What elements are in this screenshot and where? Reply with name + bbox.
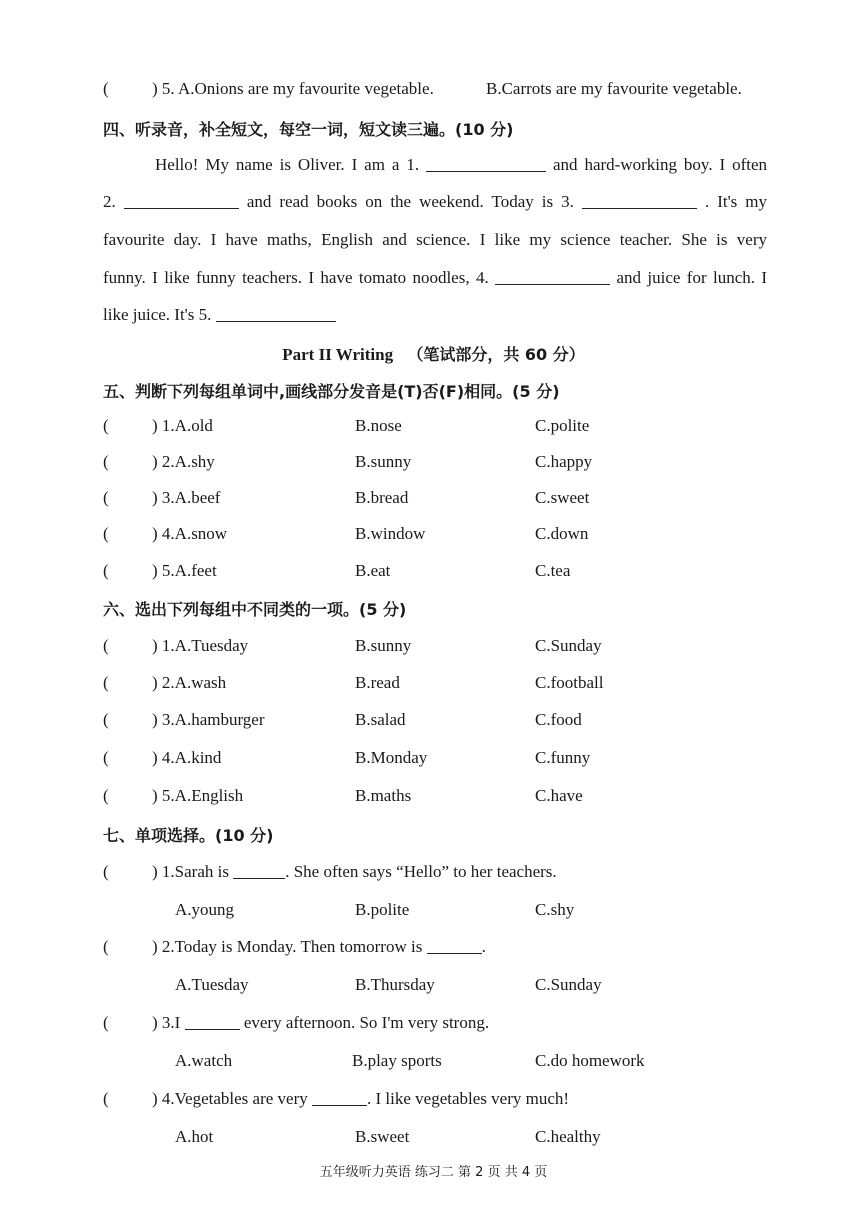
- option-b[interactable]: B.Thursday: [355, 975, 435, 994]
- pronunciation-item: [0, 488, 867, 514]
- option-c[interactable]: C.do homework: [535, 1051, 645, 1070]
- part2-title: Part II Writing: [282, 345, 394, 364]
- passage-text: like juice. It's 5.: [103, 305, 212, 324]
- option-a: ) 4.A.snow: [152, 524, 228, 543]
- question-blank[interactable]: [185, 1013, 240, 1030]
- answer-paren[interactable]: (: [103, 1089, 109, 1108]
- pronunciation-item: [0, 561, 867, 587]
- blank-2[interactable]: [124, 192, 239, 209]
- pronunciation-item: [0, 452, 867, 478]
- option-a[interactable]: A.hot: [175, 1127, 214, 1146]
- question-stem: [152, 862, 557, 882]
- section7-title: 七、单项选择。(10 分): [103, 826, 274, 845]
- option-a: ) 5. A.Onions are my favourite vegetable.: [152, 79, 434, 98]
- option-c: C.food: [535, 710, 582, 729]
- part2-subtitle: （笔试部分，共 60 分）: [407, 345, 585, 364]
- answer-paren[interactable]: (: [103, 636, 109, 655]
- option-c: C.happy: [535, 452, 593, 471]
- option-b: B.sunny: [355, 452, 412, 471]
- passage-line-2: [103, 192, 767, 212]
- option-c: C.tea: [535, 561, 571, 580]
- odd-one-out-item: [0, 786, 867, 812]
- option-a: ) 2.A.shy: [152, 452, 215, 471]
- option-b: B.bread: [355, 488, 409, 507]
- answer-paren[interactable]: (: [103, 1013, 109, 1032]
- passage-text: and read books on the weekend. Today is 3.: [246, 192, 574, 211]
- answer-paren[interactable]: (: [103, 79, 109, 98]
- passage-line-4: [103, 268, 767, 288]
- option-c[interactable]: C.Sunday: [535, 975, 602, 994]
- passage-text: and hard-working boy. I often: [552, 155, 768, 174]
- option-b: B.eat: [355, 561, 391, 580]
- option-b[interactable]: B.play sports: [352, 1051, 442, 1070]
- answer-paren[interactable]: (: [103, 673, 109, 692]
- mc-options: [0, 1127, 867, 1153]
- listening-item-5: [0, 79, 867, 105]
- stem-text: ) 1.Sarah is: [152, 862, 229, 881]
- answer-paren[interactable]: (: [103, 416, 109, 435]
- option-b: B.Monday: [355, 748, 428, 767]
- mc-question: [0, 862, 867, 888]
- option-a: ) 5.A.feet: [152, 561, 217, 580]
- answer-paren[interactable]: (: [103, 452, 109, 471]
- option-c: C.Sunday: [535, 636, 602, 655]
- option-b[interactable]: B.polite: [355, 900, 410, 919]
- option-c: C.have: [535, 786, 583, 805]
- answer-paren[interactable]: (: [103, 937, 109, 956]
- blank-1[interactable]: [426, 155, 546, 172]
- option-a: ) 1.A.old: [152, 416, 213, 435]
- option-b: B.read: [355, 673, 400, 692]
- answer-paren[interactable]: (: [103, 710, 109, 729]
- passage-text: Hello! My name is Oliver. I am a 1.: [155, 155, 420, 174]
- stem-text: . She often says “Hello” to her teachers.: [285, 862, 557, 881]
- passage-text: funny. I like funny teachers. I have tomato noodles, 4.: [103, 268, 489, 287]
- answer-paren[interactable]: (: [103, 561, 109, 580]
- option-b: B.sunny: [355, 636, 412, 655]
- option-b: B.maths: [355, 786, 412, 805]
- section6-title: 六、选出下列每组中不同类的一项。(5 分): [103, 600, 407, 619]
- option-c: C.polite: [535, 416, 590, 435]
- stem-text: every afternoon. So I'm very strong.: [243, 1013, 490, 1032]
- stem-text: ) 4.Vegetables are very: [152, 1089, 308, 1108]
- section4-title: 四、听录音，补全短文，每空一词，短文读三遍。(10 分): [103, 120, 514, 139]
- option-a[interactable]: A.watch: [175, 1051, 233, 1070]
- option-b[interactable]: B.sweet: [355, 1127, 410, 1146]
- option-b: B.window: [355, 524, 426, 543]
- passage-line-5: [103, 305, 767, 325]
- option-b: B.Carrots are my favourite vegetable.: [486, 79, 742, 98]
- odd-one-out-item: [0, 748, 867, 774]
- passage-text: and juice for lunch. I: [616, 268, 768, 287]
- option-a: ) 3.A.beef: [152, 488, 221, 507]
- option-c[interactable]: C.shy: [535, 900, 575, 919]
- mc-options: [0, 1051, 867, 1077]
- mc-options: [0, 900, 867, 926]
- passage-text: 2.: [103, 192, 116, 211]
- stem-text: .: [481, 937, 486, 956]
- passage-text: . It's my: [704, 192, 768, 211]
- option-c: C.down: [535, 524, 589, 543]
- passage-line-3: favourite day. I have maths, English and science. I like my science teacher. She is very: [103, 230, 767, 249]
- option-a[interactable]: A.young: [175, 900, 235, 919]
- option-b: B.nose: [355, 416, 402, 435]
- mc-options: [0, 975, 867, 1001]
- question-stem: [152, 1013, 489, 1033]
- stem-text: ) 3.I: [152, 1013, 181, 1032]
- option-a[interactable]: A.Tuesday: [175, 975, 249, 994]
- page-footer: 五年级听力英语 练习二 第 2 页 共 4 页: [319, 1165, 548, 1180]
- option-a: ) 3.A.hamburger: [152, 710, 265, 729]
- answer-paren[interactable]: (: [103, 786, 109, 805]
- blank-5[interactable]: [216, 305, 336, 322]
- option-a: ) 4.A.kind: [152, 748, 222, 767]
- stem-text: . I like vegetables very much!: [367, 1089, 570, 1108]
- answer-paren[interactable]: (: [103, 488, 109, 507]
- answer-paren[interactable]: (: [103, 748, 109, 767]
- odd-one-out-item: [0, 636, 867, 662]
- part2-header: [0, 342, 867, 365]
- question-stem: [152, 1089, 569, 1109]
- option-c: C.funny: [535, 748, 591, 767]
- answer-paren[interactable]: (: [103, 862, 109, 881]
- question-stem: [152, 937, 486, 957]
- option-b: B.salad: [355, 710, 406, 729]
- pronunciation-item: [0, 524, 867, 550]
- section5-title: 五、判断下列每组单词中,画线部分发音是(T)否(F)相同。(5 分): [103, 382, 560, 401]
- option-c[interactable]: C.healthy: [535, 1127, 601, 1146]
- blank-4[interactable]: [495, 268, 610, 285]
- passage-line-1: [155, 155, 767, 175]
- question-blank[interactable]: [233, 862, 285, 879]
- pronunciation-item: [0, 416, 867, 442]
- mc-question: [0, 1089, 867, 1115]
- option-a: ) 5.A.English: [152, 786, 244, 805]
- option-c: C.football: [535, 673, 604, 692]
- option-c: C.sweet: [535, 488, 590, 507]
- answer-paren[interactable]: (: [103, 524, 109, 543]
- question-blank[interactable]: [312, 1089, 367, 1106]
- question-blank[interactable]: [427, 937, 482, 954]
- blank-3[interactable]: [582, 192, 697, 209]
- mc-question: [0, 1013, 867, 1039]
- odd-one-out-item: [0, 710, 867, 736]
- option-a: ) 1.A.Tuesday: [152, 636, 249, 655]
- stem-text: ) 2.Today is Monday. Then tomorrow is: [152, 937, 423, 956]
- option-a: ) 2.A.wash: [152, 673, 227, 692]
- mc-question: [0, 937, 867, 963]
- odd-one-out-item: [0, 673, 867, 699]
